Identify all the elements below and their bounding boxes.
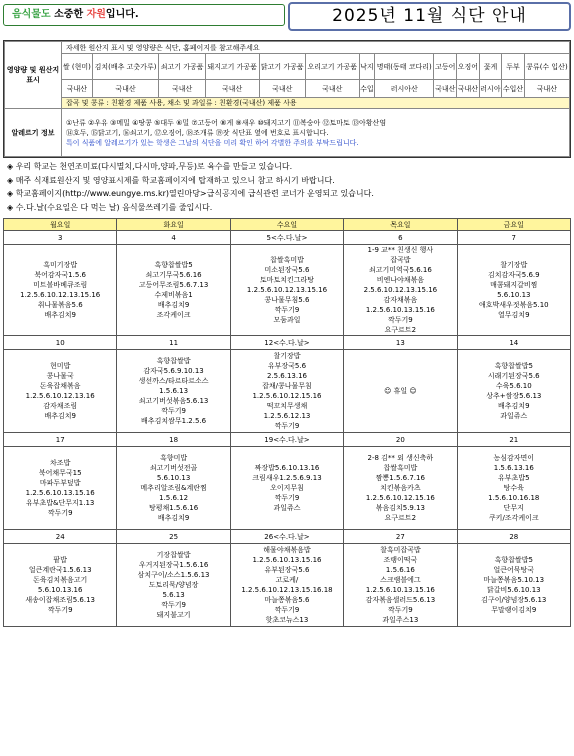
menu-item: 얼큰계란국1.5.6.13: [28, 566, 92, 574]
origin-value-0: 국내산: [62, 80, 93, 98]
allergy-line-1: ①난류 ②우유 ③메밀 ④땅콩 ⑤대두 ⑥밀 ⑦고등어 ⑧게 ⑨새우 ⑩돼지고기 ⑪복숭아 ⑫토마토 ⑬아황산염: [66, 118, 387, 127]
menu-item: 깍두기9: [274, 422, 300, 430]
menu-item: 기장찹쌀밥: [156, 551, 191, 559]
menu-item: 취나물볶음5.6: [37, 301, 83, 309]
menu-item: 고로케/: [275, 576, 299, 584]
info-panel: [3, 40, 571, 158]
allergy-label: 알레르기 정보: [5, 109, 62, 157]
origin-value-3: 국내산: [205, 80, 259, 98]
menu-item: 쇠고기버섯전골: [149, 464, 198, 472]
menu-cell: [117, 245, 230, 336]
origin-item-9: 오징어: [457, 54, 480, 80]
menu-item: 1.2.5.6.10.12.15.16: [252, 392, 322, 400]
menu-item: 1.2.5.6.10.13.15.16: [365, 306, 435, 314]
menu-item: 1.2.5.6.10.13.15.16: [365, 586, 435, 594]
menu-cell: [4, 245, 117, 336]
menu-item: 조랭이떡국: [383, 556, 418, 564]
menu-item: 잡곡밥: [390, 256, 411, 264]
menu-item: 1.2.5.6.12.13: [263, 412, 311, 420]
menu-cell: [230, 447, 343, 530]
menu-item: 스크램블에그: [380, 576, 421, 584]
menu-item: 흑향찹쌀밥5: [494, 362, 533, 370]
menu-cell: [230, 350, 343, 433]
note-2: ◈ 매주 식재료원산지 및 영양표시제를 학교홈페이지에 탑재하고 있으니 참고 하시기 바랍니다.: [7, 175, 335, 185]
menu-item: 김치감자국5.6.9: [487, 271, 540, 279]
menu-item: 깍두기9: [387, 606, 413, 614]
origin-item-2: 쇠고기 가공품: [159, 54, 205, 80]
menu-cell: [4, 447, 117, 530]
origin-value-5: 국내산: [305, 80, 359, 98]
date-cell: 17: [4, 433, 117, 447]
menu-item: 토마토치킨그라탕: [259, 276, 315, 284]
menu-cell: [4, 350, 117, 433]
origin-value-8: 국내산: [434, 80, 457, 98]
menu-cell: [230, 544, 343, 627]
menu-item: 5.6.13: [162, 591, 185, 599]
menu-cell: [457, 350, 570, 433]
menu-item: 1.2.5.6.10.12.13.15.16: [246, 286, 328, 294]
menu-item: 유부장국5.6: [267, 362, 307, 370]
menu-item: 현미밥: [50, 362, 71, 370]
menu-cell: [344, 350, 457, 433]
menu-item: 마늘쫑볶음5.6: [264, 596, 310, 604]
menu-cell: [344, 544, 457, 627]
menu-item: 유부초밥5: [498, 474, 530, 482]
menu-item: 찹쌀흑미밥: [270, 256, 304, 264]
origin-item-5: 오리고기 가공품: [305, 54, 359, 80]
date-cell: 26<수.다.날>: [230, 530, 343, 544]
note-1: ◈ 우리 학교는 천연조미료(다시멸치,다시마,양파,무등)로 육수를 만들고 있습니다.: [7, 162, 293, 171]
menu-item: 우거지된장국1.5.6.16: [138, 561, 209, 569]
date-cell: 21: [457, 433, 570, 447]
menu-item: 북어채무국15: [38, 469, 82, 477]
origin-value-6: 수입: [359, 80, 374, 98]
menu-item: 2.5.6.10.12.13.15.16: [363, 286, 438, 294]
day-header-4: 금요일: [457, 219, 570, 231]
menu-item: 5.6.10.13: [497, 291, 531, 299]
menu-item: 미소된장국5.6: [264, 266, 310, 274]
date-cell: 3: [4, 231, 117, 245]
menu-item: 돈육잡채볶음: [39, 382, 81, 390]
menu-item: 콩나물무침5.6: [264, 296, 310, 304]
menu-item: 깍두기9: [274, 606, 300, 614]
date-cell: 12<수.다.날>: [230, 336, 343, 350]
menu-item: 5.6.10.13.16: [37, 586, 83, 594]
menu-item: 북어감자국1.5.6: [34, 271, 86, 279]
allergy-line-2: ⑭호두, ⑮닭고기, ⑯쇠고기, ⑰오징어, ⑱조개류 ⑲잣 식단표 옆에 번호로 표시합니다.: [66, 128, 329, 137]
menu-item: 배추김치9: [157, 301, 190, 309]
menu-item: 크림새우1.2.5.6.9.13: [252, 474, 322, 482]
day-header-1: 화요일: [117, 219, 230, 231]
menu-item: 과일주스13: [382, 616, 419, 624]
date-cell: 5<수.다.날>: [230, 231, 343, 245]
origin-item-12: 콩류(수 입산): [524, 54, 569, 80]
origin-item-11: 두부: [502, 54, 525, 80]
menu-item: 1-9 교** 친생신 행사: [367, 246, 434, 254]
origin-value-9: 국내산: [457, 80, 480, 98]
menu-item: 해물야채볶음밥: [263, 546, 311, 554]
menu-item: 흑미기장밥: [43, 261, 78, 269]
origin-value-10: 러시아: [479, 80, 502, 98]
menu-item: 배추김치9: [157, 514, 190, 522]
menu-item: 깍두기9: [274, 306, 300, 314]
menu-item: 김구이/양념장5.6.13: [481, 596, 547, 604]
menu-item: ☺ 휴일 ☺: [384, 387, 417, 395]
origin-value-4: 국내산: [259, 80, 305, 98]
menu-item: 유부된장국5.6: [264, 566, 310, 574]
menu-item: 핫초코뉴스13: [265, 616, 309, 624]
menu-item: 미트볼바베큐조림: [33, 281, 88, 289]
origin-value-11: 수입산: [502, 80, 525, 98]
menu-item: 흑향찹쌀밥5: [154, 261, 193, 269]
menu-item: 1.2.5.6.10.13.15.16: [252, 556, 322, 564]
page-title: 2025년 11월 식단 안내: [288, 2, 571, 31]
menu-item: 오이지무침: [270, 484, 304, 492]
date-cell: 13: [344, 336, 457, 350]
origin-item-6: 낙지: [359, 54, 374, 80]
menu-item: 메추리알조림&계란찜: [140, 484, 207, 492]
origin-item-7: 명태(동태 코다리): [375, 54, 434, 80]
origin-item-4: 닭고기 가공품: [259, 54, 305, 80]
menu-item: 1.5.6.13.16: [493, 464, 534, 472]
menu-item: 찰기장밥: [273, 352, 301, 360]
menu-item: 배추김치9: [498, 402, 530, 410]
menu-item: 1.5.6.10.16.18: [488, 494, 540, 502]
menu-item: 열무김치9: [498, 311, 530, 319]
menu-item: 깍두기9: [387, 316, 413, 324]
menu-item: 깍두기9: [47, 509, 73, 517]
menu-item: 탕수육: [503, 484, 524, 492]
menu-item: 1.2.5.6.10.12.15.16: [365, 494, 435, 502]
bottom-note: 잡곡 및 콩류 : 친환경 제품 사용, 채소 및 과일류 : 친환경(국내산) 제품 사용: [62, 98, 570, 109]
date-cell: 25: [117, 530, 230, 544]
menu-item: 찹쌀흑미밥: [383, 464, 418, 472]
menu-item: 2.5.6.13.16: [266, 372, 308, 380]
menu-item: 1.2.5.6.10.12.13.15.16: [20, 291, 101, 299]
menu-item: 쇠고기무국5.6.16: [145, 271, 202, 279]
menu-item: 감자채조림: [43, 402, 78, 410]
menu-item: 팥밥: [53, 556, 67, 564]
origin-item-10: 꽃게: [479, 54, 502, 80]
menu-item: 쇠고기미역국5.6.16: [368, 266, 432, 274]
menu-item: 생선까스/타르타르소스: [138, 377, 209, 385]
menu-item: 잡채/콩나물무침: [262, 382, 312, 390]
menu-cell: [344, 245, 457, 336]
menu-item: 돈육김치볶음고기: [33, 576, 88, 584]
menu-item: 단무지: [503, 504, 524, 512]
menu-item: 1.5.6.12: [159, 494, 189, 502]
menu-item: 볶음김치5.9.13: [375, 504, 426, 512]
menu-item: 1.5.6.13: [159, 387, 189, 395]
menu-item: 마파두부덮밥: [39, 479, 81, 487]
date-cell: 19<수.다.날>: [230, 433, 343, 447]
note-3: ◈ 학교홈페이지(http://www.eungye.ms.kr)열린마당>급식공지에 급식관련 코너가 운영되고 있습니다.: [7, 189, 374, 198]
menu-item: 쿠키/조각케이크: [488, 514, 539, 522]
slogan-green: 음식물도: [12, 9, 51, 20]
menu-item: 유부초밥&단무지1.13: [26, 499, 95, 507]
slogan-banner: [3, 4, 285, 26]
menu-cell: [457, 245, 570, 336]
menu-item: 깍두기9: [274, 494, 300, 502]
date-cell: 10: [4, 336, 117, 350]
menu-item: 흑향찹쌀밥5: [494, 556, 533, 564]
menu-cell: [230, 245, 343, 336]
menu-item: 배추김치쌈무1.2.5.6: [141, 417, 207, 425]
menu-item: 1.5.6.16: [385, 566, 415, 574]
menu-item: 깍두기9: [161, 601, 186, 609]
origin-value-1: 국내산: [92, 80, 159, 98]
menu-cell: [457, 544, 570, 627]
date-cell: 20: [344, 433, 457, 447]
menu-item: 모둠과일: [273, 316, 301, 324]
date-cell: 28: [457, 530, 570, 544]
menu-item: 5.6.10.13: [156, 474, 191, 482]
origin-item-1: 김치(배추 고춧가루): [92, 54, 159, 80]
menu-item: 비엔나야채볶음: [376, 276, 425, 284]
menu-item: 쇠고기버섯볶음5.6.13: [138, 397, 209, 405]
date-cell: 7: [457, 231, 570, 245]
date-cell: 14: [457, 336, 570, 350]
menu-item: 감자국5.6.9.10.13: [143, 367, 204, 375]
origin-item-3: 돼지고기 가공품: [205, 54, 259, 80]
menu-item: 차조밥: [50, 459, 71, 467]
menu-table: [3, 218, 571, 627]
origin-value-7: 러시아산: [375, 80, 434, 98]
day-header-0: 월요일: [4, 219, 117, 231]
menu-cell: [4, 544, 117, 627]
menu-item: 감자볶음샐러드5.6.13: [365, 596, 436, 604]
note-4: ◈ 수.다.날(수요일은 다 먹는 날) 음식물쓰레기를 줄입시다.: [7, 202, 213, 212]
menu-item: 찰기장밥: [500, 261, 528, 269]
menu-item: 2-8 김** 외 생신축하: [367, 454, 434, 462]
menu-cell: [117, 447, 230, 530]
menu-item: 떡꼬치무생채: [266, 402, 308, 410]
menu-item: 1.2.5.6.10.12.13.16: [25, 392, 95, 400]
menu-item: 과일쥬스: [273, 504, 301, 512]
menu-item: 요구르트2: [384, 326, 417, 334]
menu-item: 애호박새우젓볶음5.10: [478, 301, 549, 309]
menu-cell: [117, 544, 230, 627]
menu-item: 흑향찹쌀밥: [156, 357, 191, 365]
allergy-line-3: 특이 식품에 알레르기가 있는 학생은 그날의 식단을 미리 확인 하여 각별한 주의를 부탁드립니다.: [66, 138, 359, 147]
menu-item: 1.2.5.6.10.12.13.15.16.18: [241, 586, 333, 594]
menu-item: 조각케이크: [156, 311, 191, 319]
menu-item: 시래기된장국5.6: [487, 372, 540, 380]
menu-item: 깍두기9: [161, 407, 186, 415]
menu-item: 치킨볶음카츠: [380, 484, 421, 492]
date-cell: 6: [344, 231, 457, 245]
menu-item: 짜장밥5.6.10.13.16: [254, 464, 320, 472]
menu-item: 수제비볶음1: [154, 291, 193, 299]
day-header-3: 목요일: [344, 219, 457, 231]
menu-item: 무말랭이김치9: [491, 606, 537, 614]
menu-item: 찰흑미잡곡밥: [380, 546, 421, 554]
menu-cell: [344, 447, 457, 530]
origin-value-12: 국내산: [524, 80, 569, 98]
menu-item: 새송이잡채조림5.6.13: [25, 596, 95, 604]
menu-item: 감자채볶음: [383, 296, 418, 304]
menu-item: 콩나물국: [46, 372, 74, 380]
menu-item: 흑향미밥: [160, 454, 188, 462]
menu-item: 매콤돼지갈비찜: [490, 281, 538, 289]
menu-item: 수육5.6.10: [495, 382, 532, 390]
day-header-2: 수요일: [230, 219, 343, 231]
date-cell: 27: [344, 530, 457, 544]
menu-cell: [457, 447, 570, 530]
menu-item: 요구르트2: [384, 514, 417, 522]
menu-item: 농심감자면이: [493, 454, 535, 462]
menu-item: 탕평채1.5.6.16: [148, 504, 199, 512]
date-cell: 18: [117, 433, 230, 447]
menu-item: 고등어무조림5.6.7.13: [138, 281, 209, 289]
menu-item: 돼지불고기: [156, 611, 191, 619]
origin-value-2: 국내산: [159, 80, 205, 98]
slogan-mid: 소중한: [50, 9, 87, 20]
menu-item: 짬뽕1.5.6.7.16: [375, 474, 425, 482]
menu-item: 상추+쌈장5.6.13: [486, 392, 542, 400]
date-cell: 24: [4, 530, 117, 544]
top-note: 자세한 원산지 표시 및 영양량은 식단, 홈페이지를 참고해주세요: [62, 42, 570, 54]
menu-item: 배추김치9: [44, 412, 76, 420]
nutrition-label: 영양량 및 원산지 표시: [5, 42, 62, 109]
origin-item-8: 고등어: [434, 54, 457, 80]
menu-item: 마늘쫑볶음5.10.13: [483, 576, 545, 584]
menu-item: 닭갈비5.6.10.13: [486, 586, 541, 594]
origin-item-0: 쌀 (현미): [62, 54, 93, 80]
menu-item: 배추김치9: [44, 311, 76, 319]
menu-cell: [117, 350, 230, 433]
menu-item: 1.2.5.6.10.13.15.16: [25, 489, 95, 497]
date-cell: 11: [117, 336, 230, 350]
menu-item: 깍두기9: [47, 606, 73, 614]
slogan-end: 입니다.: [105, 9, 139, 20]
notes-block: [3, 160, 571, 214]
menu-item: 삼치구이/소스1.5.6.13: [137, 571, 210, 579]
menu-item: 얼큰어묵탕국: [493, 566, 535, 574]
slogan-red: 자원: [86, 9, 106, 20]
date-cell: 4: [117, 231, 230, 245]
menu-item: 과일쥬스: [500, 412, 528, 420]
menu-item: 도토리묵/양념장: [148, 581, 199, 589]
